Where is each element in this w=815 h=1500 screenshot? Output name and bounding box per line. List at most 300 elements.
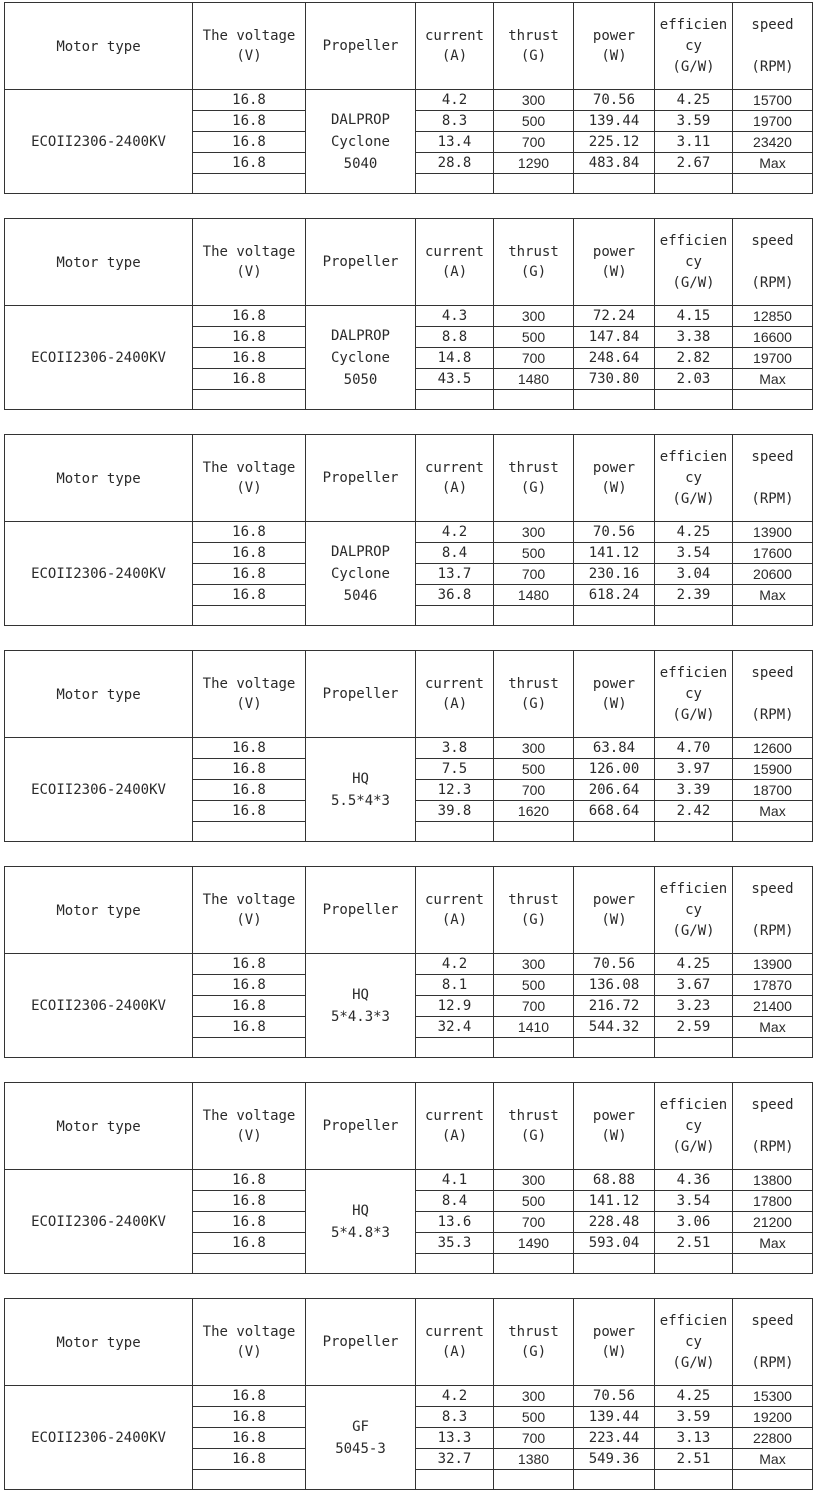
header-thrust-label: thrust [508, 1108, 559, 1124]
propeller-cell [306, 90, 416, 194]
efficiency-cell: 3.54 [655, 543, 733, 564]
header-power-label: power [592, 244, 636, 260]
voltage-cell: 16.8 [193, 1170, 306, 1191]
header-power-label: power [592, 460, 636, 476]
header-efficiency-label-1: efficien [659, 16, 728, 33]
voltage-cell: 16.8 [193, 759, 306, 780]
efficiency-cell: 3.06 [655, 1212, 733, 1233]
header-current-unit: (A) [441, 264, 468, 280]
thrust-cell: 700 [494, 996, 574, 1017]
empty-cell [655, 1038, 733, 1058]
header-thrust-label: thrust [508, 460, 559, 476]
speed-cell: Max [733, 585, 813, 606]
header-voltage-label: The voltage [202, 1108, 296, 1124]
power-cell: 228.48 [574, 1212, 655, 1233]
efficiency-cell: 2.42 [655, 801, 733, 822]
empty-cell [416, 822, 494, 842]
current-cell: 4.1 [416, 1170, 494, 1191]
propeller-line: 5045-3 [335, 1440, 386, 1457]
header-voltage-unit: (V) [236, 48, 262, 64]
efficiency-cell: 2.03 [655, 369, 733, 390]
efficiency-cell: 3.38 [655, 327, 733, 348]
table-row [5, 522, 813, 543]
header-efficiency-label-2: cy [685, 1117, 702, 1134]
empty-cell [193, 1254, 306, 1274]
speed-cell: 15900 [733, 759, 813, 780]
empty-cell [494, 1470, 574, 1490]
header-thrust-unit: (G) [520, 912, 547, 928]
efficiency-cell: 4.15 [655, 306, 733, 327]
header-current-unit: (A) [441, 1344, 468, 1360]
header-current-label: current [424, 676, 484, 692]
empty-cell [733, 822, 813, 842]
current-cell: 4.3 [416, 306, 494, 327]
current-cell: 39.8 [416, 801, 494, 822]
current-cell: 7.5 [416, 759, 494, 780]
voltage-cell: 16.8 [193, 1017, 306, 1038]
header-efficiency-unit: (G/W) [672, 922, 715, 939]
header-efficiency-label-2: cy [685, 253, 702, 270]
speed-cell: 23420 [733, 132, 813, 153]
thrust-cell: 700 [494, 132, 574, 153]
header-efficiency-unit: (G/W) [672, 490, 715, 507]
current-cell: 14.8 [416, 348, 494, 369]
propeller-line: Cyclone [330, 133, 390, 150]
table-row [5, 1386, 813, 1407]
thrust-cell: 1380 [494, 1449, 574, 1470]
empty-cell [416, 390, 494, 410]
power-cell: 126.00 [574, 759, 655, 780]
empty-cell [733, 1470, 813, 1490]
header-power-unit: (W) [601, 264, 627, 280]
power-cell: 147.84 [574, 327, 655, 348]
propeller-line: Cyclone [330, 565, 390, 582]
header-efficiency-label-1: efficien [659, 664, 728, 681]
table-row [5, 954, 813, 975]
header-thrust-unit: (G) [520, 696, 547, 712]
header-efficiency-label-1: efficien [659, 448, 728, 465]
header-current-label: current [424, 1324, 484, 1340]
empty-cell [416, 174, 494, 194]
efficiency-cell: 3.54 [655, 1191, 733, 1212]
header-thrust-label: thrust [508, 676, 559, 692]
thrust-cell: 300 [494, 306, 574, 327]
speed-cell: 17600 [733, 543, 813, 564]
header-motor-type [5, 435, 193, 522]
header-power [574, 651, 655, 738]
thrust-cell: 700 [494, 780, 574, 801]
efficiency-cell: 4.25 [655, 522, 733, 543]
current-cell: 12.3 [416, 780, 494, 801]
header-power [574, 435, 655, 522]
propeller-line: DALPROP [330, 327, 390, 344]
current-cell: 4.2 [416, 522, 494, 543]
empty-cell [193, 1470, 306, 1490]
header-voltage-label: The voltage [202, 676, 296, 692]
motor-name-cell: ECOII2306-2400KV [5, 954, 193, 1058]
header-voltage [193, 867, 306, 954]
empty-cell [733, 1038, 813, 1058]
empty-cell [494, 1254, 574, 1274]
header-motor-type-label: Motor type [56, 1335, 141, 1351]
header-efficiency [655, 1083, 733, 1170]
empty-cell [574, 1470, 655, 1490]
propeller-line: Cyclone [330, 349, 390, 366]
efficiency-cell: 2.51 [655, 1233, 733, 1254]
current-cell: 13.4 [416, 132, 494, 153]
voltage-cell: 16.8 [193, 327, 306, 348]
table-row [5, 1170, 813, 1191]
efficiency-cell: 2.82 [655, 348, 733, 369]
header-efficiency-label-2: cy [685, 469, 702, 486]
header-propeller [306, 867, 416, 954]
empty-cell [416, 1470, 494, 1490]
propeller-line: 5*4.3*3 [330, 1008, 390, 1025]
header-voltage-label: The voltage [202, 460, 296, 476]
empty-cell [655, 174, 733, 194]
power-cell: 63.84 [574, 738, 655, 759]
header-motor-type [5, 1299, 193, 1386]
voltage-cell: 16.8 [193, 369, 306, 390]
header-power [574, 867, 655, 954]
voltage-cell: 16.8 [193, 348, 306, 369]
header-speed-label: speed [751, 665, 794, 681]
empty-cell [655, 822, 733, 842]
propeller-line: GF [352, 1418, 369, 1435]
current-cell: 13.3 [416, 1428, 494, 1449]
thrust-cell: 300 [494, 1170, 574, 1191]
efficiency-cell: 3.97 [655, 759, 733, 780]
header-power [574, 1083, 655, 1170]
efficiency-cell: 3.13 [655, 1428, 733, 1449]
empty-cell [655, 606, 733, 626]
header-motor-type-label: Motor type [56, 471, 141, 487]
empty-cell [574, 174, 655, 194]
thrust-cell: 300 [494, 1386, 574, 1407]
header-speed-unit: (RPM) [751, 59, 794, 75]
header-power-unit: (W) [601, 912, 627, 928]
header-propeller [306, 1083, 416, 1170]
header-thrust-unit: (G) [520, 1128, 547, 1144]
header-speed-unit: (RPM) [751, 923, 794, 939]
table-row [5, 90, 813, 111]
header-efficiency-label-1: efficien [659, 232, 728, 249]
thrust-cell: 1480 [494, 369, 574, 390]
voltage-cell: 16.8 [193, 996, 306, 1017]
speed-cell: Max [733, 153, 813, 174]
empty-cell [655, 1254, 733, 1274]
header-current-unit: (A) [441, 48, 468, 64]
efficiency-cell: 3.04 [655, 564, 733, 585]
header-voltage-label: The voltage [202, 1324, 296, 1340]
header-efficiency-label-2: cy [685, 37, 702, 54]
power-cell: 70.56 [574, 954, 655, 975]
voltage-cell: 16.8 [193, 522, 306, 543]
motor-name-cell: ECOII2306-2400KV [5, 738, 193, 842]
propeller-line: 5.5*4*3 [330, 792, 390, 809]
header-current [416, 435, 494, 522]
power-cell: 544.32 [574, 1017, 655, 1038]
efficiency-cell: 2.59 [655, 1017, 733, 1038]
speed-cell: Max [733, 1017, 813, 1038]
header-power-unit: (W) [601, 696, 627, 712]
header-voltage [193, 1083, 306, 1170]
header-current-label: current [424, 28, 484, 44]
speed-cell: 13900 [733, 522, 813, 543]
power-cell: 730.80 [574, 369, 655, 390]
header-motor-type [5, 3, 193, 90]
header-voltage-unit: (V) [236, 264, 262, 280]
thrust-cell: 500 [494, 543, 574, 564]
header-propeller-label: Propeller [322, 902, 399, 918]
header-speed-unit: (RPM) [751, 275, 794, 291]
empty-cell [574, 822, 655, 842]
current-cell: 3.8 [416, 738, 494, 759]
header-speed-label: speed [751, 1313, 794, 1329]
motor-test-table [4, 434, 813, 626]
motor-test-table [4, 1082, 813, 1274]
speed-cell: Max [733, 1449, 813, 1470]
power-cell: 668.64 [574, 801, 655, 822]
header-current-unit: (A) [441, 480, 468, 496]
header-current-unit: (A) [441, 912, 468, 928]
propeller-line: HQ [352, 770, 369, 787]
speed-cell: 20600 [733, 564, 813, 585]
current-cell: 28.8 [416, 153, 494, 174]
header-thrust-unit: (G) [520, 480, 547, 496]
power-cell: 139.44 [574, 111, 655, 132]
header-motor-type-label: Motor type [56, 39, 141, 55]
header-row [5, 1083, 813, 1170]
efficiency-cell: 3.59 [655, 111, 733, 132]
header-speed-label: speed [751, 449, 794, 465]
header-voltage [193, 1299, 306, 1386]
speed-cell: Max [733, 369, 813, 390]
speed-cell: 15300 [733, 1386, 813, 1407]
voltage-cell: 16.8 [193, 153, 306, 174]
header-efficiency-label-2: cy [685, 685, 702, 702]
propeller-cell [306, 954, 416, 1058]
header-speed-unit: (RPM) [751, 1355, 794, 1371]
voltage-cell: 16.8 [193, 1407, 306, 1428]
header-power [574, 3, 655, 90]
efficiency-cell: 3.23 [655, 996, 733, 1017]
propeller-line: HQ [352, 986, 369, 1003]
empty-cell [494, 822, 574, 842]
voltage-cell: 16.8 [193, 306, 306, 327]
speed-cell: 13900 [733, 954, 813, 975]
header-power-label: power [592, 892, 636, 908]
motor-test-table [4, 218, 813, 410]
thrust-cell: 500 [494, 975, 574, 996]
header-efficiency [655, 219, 733, 306]
current-cell: 43.5 [416, 369, 494, 390]
header-voltage [193, 435, 306, 522]
current-cell: 13.6 [416, 1212, 494, 1233]
header-thrust [494, 219, 574, 306]
header-speed [733, 1083, 813, 1170]
power-cell: 68.88 [574, 1170, 655, 1191]
header-thrust-unit: (G) [520, 48, 547, 64]
header-thrust [494, 3, 574, 90]
voltage-cell: 16.8 [193, 1212, 306, 1233]
header-voltage-label: The voltage [202, 892, 296, 908]
efficiency-cell: 2.39 [655, 585, 733, 606]
efficiency-cell: 3.59 [655, 1407, 733, 1428]
header-current [416, 3, 494, 90]
header-speed [733, 1299, 813, 1386]
power-cell: 141.12 [574, 1191, 655, 1212]
speed-cell: 21400 [733, 996, 813, 1017]
header-speed [733, 219, 813, 306]
header-propeller-label: Propeller [322, 470, 399, 486]
header-speed [733, 3, 813, 90]
header-power-label: power [592, 676, 636, 692]
header-thrust [494, 1083, 574, 1170]
header-propeller [306, 435, 416, 522]
thrust-cell: 700 [494, 348, 574, 369]
header-efficiency-label-2: cy [685, 1333, 702, 1350]
speed-cell: 19200 [733, 1407, 813, 1428]
propeller-line: 5050 [343, 371, 378, 388]
header-efficiency [655, 651, 733, 738]
motor-test-table [4, 866, 813, 1058]
empty-cell [193, 174, 306, 194]
table-row [5, 306, 813, 327]
empty-cell [416, 1038, 494, 1058]
thrust-cell: 1620 [494, 801, 574, 822]
voltage-cell: 16.8 [193, 1191, 306, 1212]
power-cell: 223.44 [574, 1428, 655, 1449]
header-current-unit: (A) [441, 696, 468, 712]
current-cell: 32.7 [416, 1449, 494, 1470]
header-propeller [306, 651, 416, 738]
motor-test-table [4, 2, 813, 194]
header-speed-label: speed [751, 881, 794, 897]
header-thrust [494, 435, 574, 522]
propeller-line: 5040 [343, 155, 378, 172]
empty-cell [193, 390, 306, 410]
thrust-cell: 1480 [494, 585, 574, 606]
header-row [5, 435, 813, 522]
empty-cell [193, 1038, 306, 1058]
propeller-line: 5*4.8*3 [330, 1224, 390, 1241]
header-current [416, 219, 494, 306]
header-power-label: power [592, 1108, 636, 1124]
current-cell: 8.3 [416, 111, 494, 132]
speed-cell: 17870 [733, 975, 813, 996]
header-propeller [306, 3, 416, 90]
thrust-cell: 700 [494, 1428, 574, 1449]
current-cell: 4.2 [416, 1386, 494, 1407]
empty-cell [494, 174, 574, 194]
efficiency-cell: 3.39 [655, 780, 733, 801]
power-cell: 225.12 [574, 132, 655, 153]
thrust-cell: 500 [494, 759, 574, 780]
current-cell: 8.3 [416, 1407, 494, 1428]
power-cell: 593.04 [574, 1233, 655, 1254]
speed-cell: 17800 [733, 1191, 813, 1212]
propeller-cell [306, 522, 416, 626]
propeller-cell [306, 1386, 416, 1490]
header-motor-type-label: Motor type [56, 255, 141, 271]
header-propeller-label: Propeller [322, 1334, 399, 1350]
header-speed [733, 867, 813, 954]
propeller-line: HQ [352, 1202, 369, 1219]
voltage-cell: 16.8 [193, 975, 306, 996]
header-thrust-unit: (G) [520, 1344, 547, 1360]
header-thrust-label: thrust [508, 28, 559, 44]
header-propeller [306, 1299, 416, 1386]
speed-cell: 21200 [733, 1212, 813, 1233]
header-voltage-unit: (V) [236, 912, 262, 928]
thrust-cell: 700 [494, 1212, 574, 1233]
empty-cell [655, 390, 733, 410]
voltage-cell: 16.8 [193, 801, 306, 822]
header-row [5, 651, 813, 738]
propeller-line: DALPROP [330, 543, 390, 560]
empty-cell [574, 606, 655, 626]
efficiency-cell: 4.25 [655, 1386, 733, 1407]
header-propeller-label: Propeller [322, 1118, 399, 1134]
header-efficiency-label-1: efficien [659, 880, 728, 897]
header-speed-label: speed [751, 233, 794, 249]
header-power-label: power [592, 28, 636, 44]
voltage-cell: 16.8 [193, 585, 306, 606]
voltage-cell: 16.8 [193, 90, 306, 111]
empty-cell [416, 606, 494, 626]
thrust-cell: 1290 [494, 153, 574, 174]
efficiency-cell: 4.70 [655, 738, 733, 759]
motor-name-cell: ECOII2306-2400KV [5, 90, 193, 194]
empty-cell [494, 1038, 574, 1058]
power-cell: 139.44 [574, 1407, 655, 1428]
power-cell: 230.16 [574, 564, 655, 585]
header-voltage-label: The voltage [202, 244, 296, 260]
header-power-label: power [592, 1324, 636, 1340]
motor-name-cell: ECOII2306-2400KV [5, 1170, 193, 1274]
empty-cell [193, 606, 306, 626]
header-motor-type-label: Motor type [56, 903, 141, 919]
power-cell: 70.56 [574, 522, 655, 543]
table-row [5, 738, 813, 759]
efficiency-cell: 2.67 [655, 153, 733, 174]
header-row [5, 1299, 813, 1386]
header-current-unit: (A) [441, 1128, 468, 1144]
speed-cell: 19700 [733, 348, 813, 369]
header-speed-unit: (RPM) [751, 707, 794, 723]
header-motor-type-label: Motor type [56, 1119, 141, 1135]
speed-cell: 18700 [733, 780, 813, 801]
header-speed-label: speed [751, 1097, 794, 1113]
voltage-cell: 16.8 [193, 543, 306, 564]
header-thrust [494, 651, 574, 738]
header-thrust-label: thrust [508, 892, 559, 908]
header-voltage [193, 219, 306, 306]
current-cell: 32.4 [416, 1017, 494, 1038]
empty-cell [733, 174, 813, 194]
empty-cell [733, 1254, 813, 1274]
voltage-cell: 16.8 [193, 1386, 306, 1407]
header-current-label: current [424, 244, 484, 260]
header-speed [733, 435, 813, 522]
header-motor-type [5, 651, 193, 738]
speed-cell: 13800 [733, 1170, 813, 1191]
header-efficiency-unit: (G/W) [672, 1354, 715, 1371]
header-motor-type [5, 219, 193, 306]
header-power [574, 219, 655, 306]
voltage-cell: 16.8 [193, 1233, 306, 1254]
